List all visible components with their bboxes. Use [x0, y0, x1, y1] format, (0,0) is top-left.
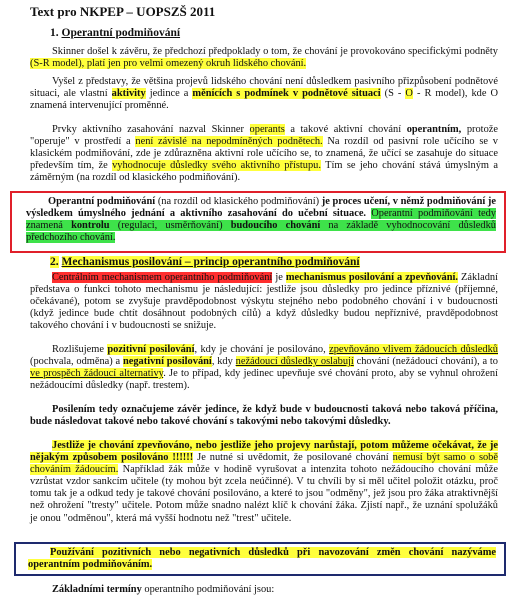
text-run: a takové aktivní chování [284, 124, 407, 135]
section-1-number: 1. [50, 27, 59, 39]
text-run: je proces učení, v němž podmiňování je výsledkem úmyslného jednání a aktivního zasahování do učební situace. [26, 196, 496, 220]
text-run: operantním, [406, 124, 462, 135]
text-run: aktivity [111, 88, 146, 100]
text-run: Jestliže je chování zpevňováno, nebo jestliže jeho projevy narůstají, potom můžeme očekávat, že je nějakým způsobem posilováno !!!!!! [30, 440, 498, 464]
text-run: operantního podmiňování jsou: [141, 584, 275, 595]
text-run: Rozlišujeme [52, 344, 108, 355]
text-run: Tím se jeho chování stává úmyslným a záměrným (na rozdíl od klasického podmiňování). [30, 160, 498, 184]
text-run: , kdy je chování je posilováno, [194, 344, 330, 355]
text-run: kontrolu [71, 220, 110, 232]
text-run: Na rozdíl od pasivní role učícího se v klasickém podmiňování, zde je zdůrazněna aktivní role učícího se, to znamená, že učící se zasahuje do situace především tím, že [30, 136, 498, 172]
text-run: - R model), kde O znamená intervenující proměnné. [30, 88, 499, 112]
text-run: O [405, 88, 413, 100]
paragraph [30, 440, 498, 525]
section-1-title: Operantní podmiňování [61, 27, 181, 39]
text-run: Operantní podmiňování [48, 196, 156, 207]
paragraph [30, 272, 498, 332]
text-run: (regulaci, usměrňování) [109, 220, 231, 232]
text-run: nemusí být samo o sobě chováním žádoucím. [30, 452, 498, 476]
paragraph [30, 404, 498, 428]
section-2-heading [50, 256, 360, 268]
text-run: Posilením tedy označujeme závěr jedince, že když bude v budoucnosti taková nebo taková příčina, bude následovat takové nebo takové chování s takovými nebo takovými důsledky. [30, 404, 498, 428]
text-run: pozitivní posilování [107, 344, 195, 355]
text-run: Například žák může v hodině vyrušovat a intenzita tohoto nežádoucího chování může vzrůstat vzdor sankcím učitele (ty mohou být zcela neúčinné). V tu chvíli by si měl učitel položit otázku, proč tomu tak je a odkud tedy je takové chování posilováno, a které to jsou "odměny", jež jsou pro žáka atraktivnější než ohrožení "tresty" učitele. Potom může snadno nalézt klíč k chování žáka. Zjistí např., že uznání spolužáků je onou "odměnou", která má vyšší hodnotu než "trest" učitele. [30, 464, 498, 524]
text-run: jedince a [145, 88, 193, 100]
text-run: ve prospěch žádoucí alternativy [30, 368, 164, 380]
text-run: nežádoucí důsledky oslabují [235, 356, 354, 368]
text-run: je [272, 272, 286, 283]
text-run: negativní posilování [122, 356, 212, 368]
text-run: mechanismus posilování a zpevňování. [285, 272, 459, 283]
section-2-title: Mechanismus posilování – princip operantního podmiňování [61, 256, 360, 268]
text-run: Používání pozitivních nebo negativních důsledků při navozování změn chování nazýváme operantním podmiňováním. [28, 547, 496, 571]
text-run: Centrálním mechanismem operantního podmiňování [52, 272, 273, 283]
definition-paragraph [28, 547, 496, 571]
text-run: budoucího chování [230, 220, 321, 232]
document-title: Text pro NKPEP – UOPSZŠ 2011 [30, 4, 216, 19]
text-run: chování (nežádoucí chování), a to [353, 356, 498, 368]
text-run: Vyšel z představy, že většina projevů lidského chování není důsledkem pasivního přizpůsobení podnětové situaci, ale vlastní [30, 76, 498, 100]
text-run: Je nutné si uvědomit, že posilované chování [193, 452, 393, 464]
section-2-number: 2. [50, 256, 59, 268]
text-run: Prvky aktivního zasahování nazval Skinner [52, 124, 250, 135]
text-run: operants [249, 124, 285, 135]
text-run: (S-R model), platí jen pro velmi omezený okruh lidského chování. [30, 58, 307, 70]
text-run: na základě vyhodnocování důsledků předchozího chování. [26, 220, 496, 244]
text-run: , kdy [211, 356, 236, 368]
text-run: (pochvala, odměna) a [30, 356, 123, 368]
paragraph [30, 76, 498, 112]
text-run: vyhodnocuje důsledky svého aktivního přístupu. [112, 160, 321, 172]
text-run: (S - [380, 88, 406, 100]
text-run: (na rozdíl od klasického podmiňování) [155, 196, 322, 207]
text-run: měnících s podmínek v podnětové situaci [192, 88, 381, 100]
text-run: Základní představa o funkci tohoto mechanismu je následující: jestliže jsou důsledky pro jedince příznivé (příjemné, očekávané), potom se zvyšuje pravděpodobnost výskytu stejného nebo podobného chování i v budoucnosti (když jedince bude chtít dosáhnout podobných cílů) a když důsledky budou nepříznivé, pravděpodobnost takového chování i v budoucnosti se snižuje. [30, 272, 498, 332]
text-run: Základními termíny [52, 584, 142, 595]
section-1-heading [50, 27, 180, 39]
text-run: . Je to případ, kdy jedinec upevňuje své chování proto, aby se vyhnul ohrožení nežádoucími důsledky (např. trestem). [30, 368, 498, 392]
paragraph [30, 46, 498, 70]
definition-paragraph [26, 196, 496, 244]
text-run: Operantní podmiňování tedy znamená [26, 208, 496, 232]
text-run: protože "operuje" v prostředí a [30, 124, 498, 148]
paragraph [30, 124, 498, 184]
text-run: zpevňováno vlivem žádoucích důsledků [329, 344, 498, 355]
text-run: není závislé na nepodmíněných podnětech. [135, 136, 323, 148]
paragraph [30, 584, 498, 596]
paragraph [30, 344, 498, 392]
text-run: Skinner došel k závěru, že předchozí předpoklady o tom, že chování je provokováno specifickými podněty [52, 46, 498, 57]
